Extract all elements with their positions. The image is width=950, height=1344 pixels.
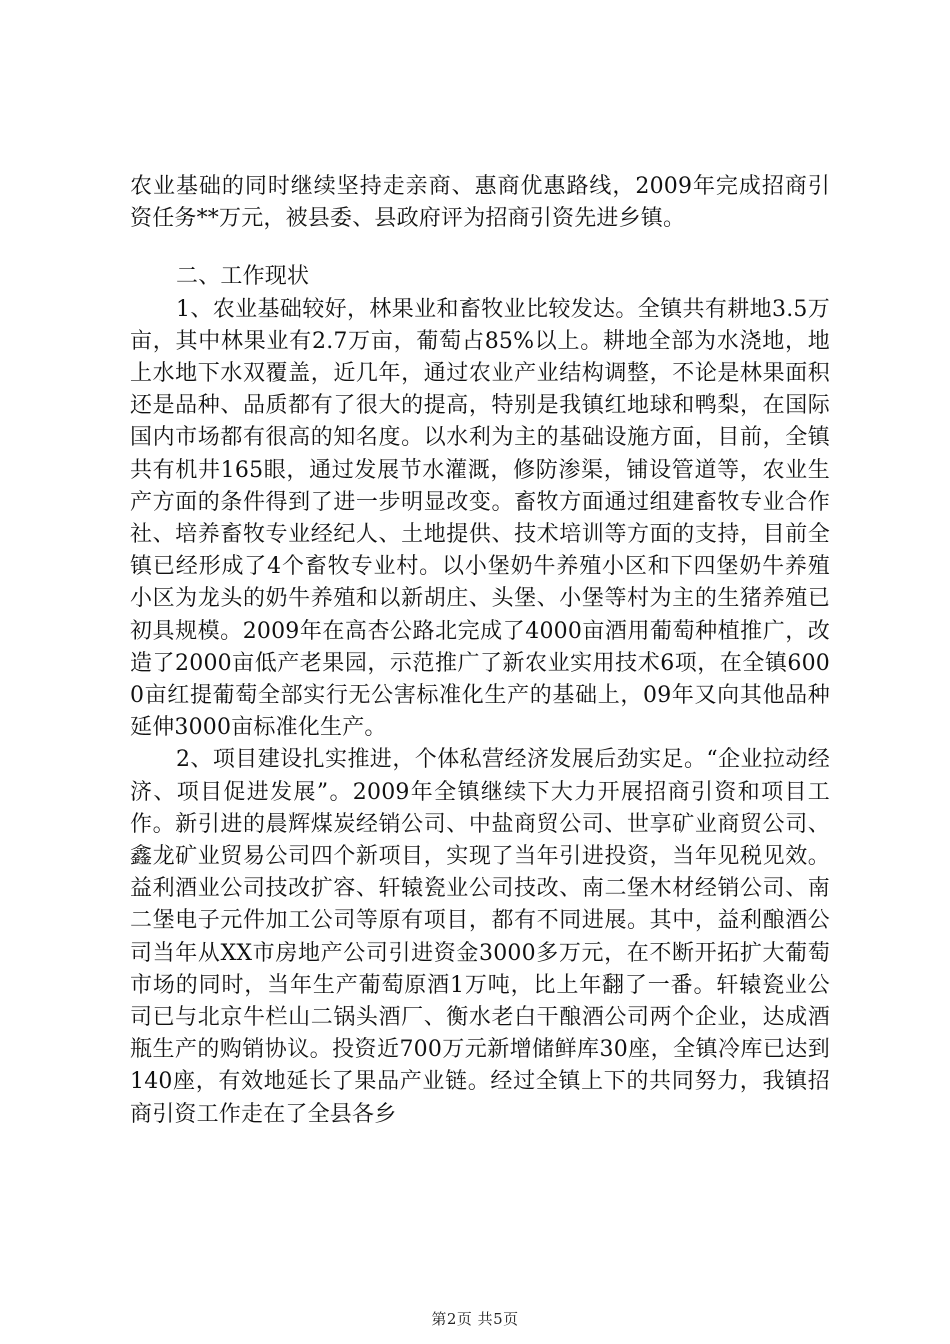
paragraph-projects: 2、项目建设扎实推进，个体私营经济发展后劲实足。“企业拉动经济、项目促进发展”。2009年全镇继续下大力开展招商引资和项目工作。新引进的晨辉煤炭经销公司、中盐商贸公司、世享矿业商贸公司、鑫龙矿业贸易公司四个新项目，实现了当年引进投资，当年见税见效。益利酒业公司技改扩容、轩辕瓷业公司技改、南二堡木材经销公司、南二堡电子元件加工公司等原有项目，都有不同进展。其中，益利酿酒公司当年从XX市房地产公司引进资金3000多万元，在不断开拓扩大葡萄市场的同时，当年生产葡萄原酒1万吨，比上年翻了一番。轩辕瓷业公司已与北京牛栏山二锅头酒厂、衡水老白干酿酒公司两个企业，达成酒瓶生产的购销协议。投资近700万元新增储鲜库30座，全镇冷库已达到140座，有效地延长了果品产业链。经过全镇上下的共同努力，我镇招商引资工作走在了全县各乡 — [130, 747, 830, 1127]
document-body — [130, 171, 830, 1131]
paragraph-agriculture: 1、农业基础较好，林果业和畜牧业比较发达。全镇共有耕地3.5万亩，其中林果业有2.7万亩，葡萄占85%以上。耕地全部为水浇地，地上水地下水双覆盖，近几年，通过农业产业结构调整，不论是林果面积还是品种、品质都有了很大的提高，特别是我镇红地球和鸭梨，在国际国内市场都有很高的知名度。以水利为主的基础设施方面，目前，全镇共有机井165眼，通过发展节水灌溉，修防渗渠，铺设管道等，农业生产方面的条件得到了进一步明显改变。畜牧方面通过组建畜牧专业合作社、培养畜牧专业经纪人、土地提供、技术培训等方面的支持，目前全镇已经形成了4个畜牧专业村。以小堡奶牛养殖小区和下四堡奶牛养殖小区为龙头的奶牛养殖和以新胡庄、头堡、小堡等村为主的生猪养殖已初具规模。2009年在高杏公路北完成了4000亩酒用葡萄种植推广，改造了2000亩低产老果园，示范推广了新农业实用技术6项，在全镇6000亩红提葡萄全部实行无公害标准化生产的基础上，09年又向其他品种延伸3000亩标准化生产。 — [130, 296, 830, 741]
page-number-footer: 第2页 共5页 — [431, 1310, 519, 1328]
section-heading: 二、工作现状 — [176, 264, 310, 290]
paragraph-continuation: 农业基础的同时继续坚持走亲商、惠商优惠路线，2009年完成招商引资任务**万元，被县委、县政府评为招商引资先进乡镇。 — [130, 174, 830, 232]
